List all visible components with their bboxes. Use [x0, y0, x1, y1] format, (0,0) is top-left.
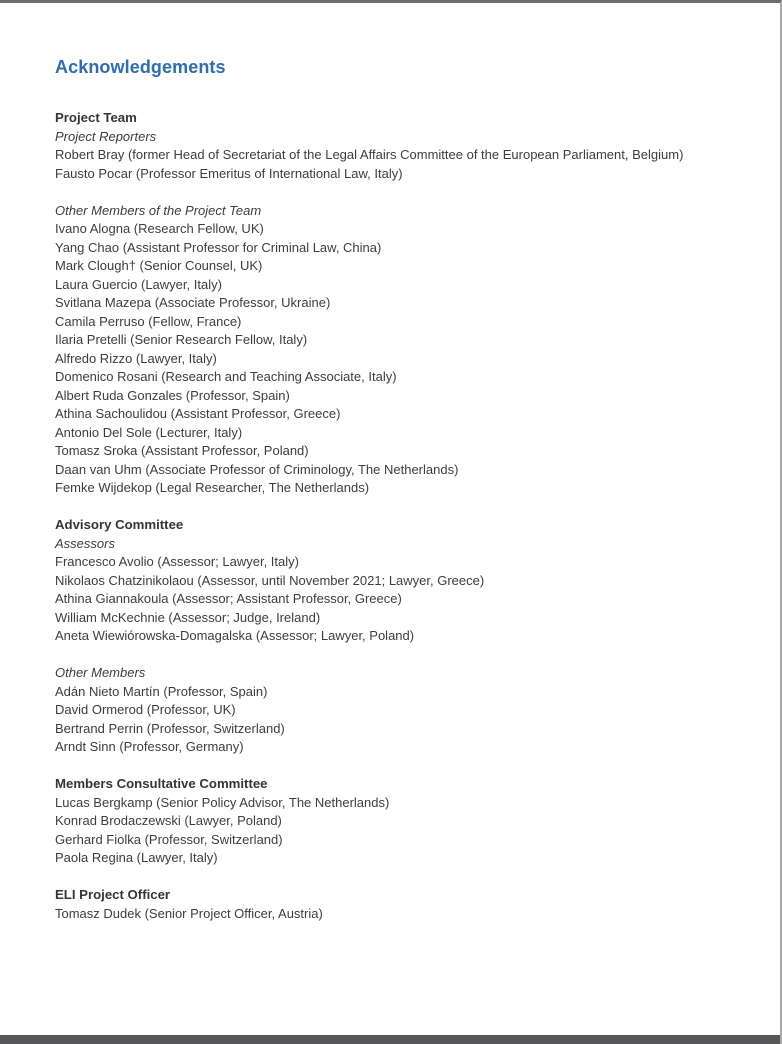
member-line: Ilaria Pretelli (Senior Research Fellow, Italy): [55, 332, 308, 347]
member-line: Tomasz Sroka (Assistant Professor, Poland): [55, 443, 309, 458]
member-line: Athina Giannakoula (Assessor; Assistant Professor, Greece): [55, 591, 402, 606]
acknowledgement-section: [55, 886, 740, 923]
member-line: Paola Regina (Lawyer, Italy): [55, 850, 218, 865]
acknowledgements-sections: [55, 109, 740, 923]
member-line: Mark Clough† (Senior Counsel, UK): [55, 258, 263, 273]
member-group: [55, 794, 740, 868]
member-line: Bertrand Perrin (Professor, Switzerland): [55, 720, 285, 736]
member-group: [55, 128, 740, 184]
member-line: Femke Wijdekop (Legal Researcher, The Netherlands): [55, 480, 370, 495]
member-group: [55, 664, 740, 757]
member-line: Arndt Sinn (Professor, Germany): [55, 739, 244, 754]
acknowledgement-section: [55, 109, 740, 498]
member-line: Robert Bray (former Head of Secretariat of the Legal Affairs Committee of the European Parliament, Belgium): [55, 147, 684, 162]
member-line: Yang Chao (Assistant Professor for Criminal Law, China): [55, 239, 382, 255]
acknowledgement-section: [55, 775, 740, 868]
member-line: David Ormerod (Professor, UK): [55, 702, 236, 717]
member-line: Francesco Avolio (Assessor; Lawyer, Italy): [55, 554, 299, 569]
member-line: Gerhard Fiolka (Professor, Switzerland): [55, 831, 283, 847]
member-line: Adán Nieto Martín (Professor, Spain): [55, 683, 268, 699]
member-line: Daan van Uhm (Associate Professor of Criminology, The Netherlands): [55, 461, 459, 477]
member-line: Tomasz Dudek (Senior Project Officer, Austria): [55, 905, 323, 921]
member-line: Laura Guercio (Lawyer, Italy): [55, 276, 222, 292]
section-heading: Members Consultative Committee: [55, 776, 268, 791]
group-subheading: Other Members of the Project Team: [55, 202, 262, 218]
member-line: Aneta Wiewiórowska-Domagalska (Assessor; Lawyer, Poland): [55, 628, 415, 643]
group-subheading: Other Members: [55, 665, 146, 680]
group-subheading: Project Reporters: [55, 128, 157, 144]
member-line: Camila Perruso (Fellow, France): [55, 313, 242, 329]
page-content: [55, 57, 740, 923]
member-group: [55, 905, 740, 924]
acknowledgement-section: [55, 516, 740, 757]
member-line: Ivano Alogna (Research Fellow, UK): [55, 221, 264, 236]
member-group: [55, 535, 740, 646]
member-group: [55, 202, 740, 498]
page-bottom-edge: [0, 1035, 780, 1044]
member-line: Svitlana Mazepa (Associate Professor, Ukraine): [55, 295, 331, 310]
member-line: Domenico Rosani (Research and Teaching Associate, Italy): [55, 369, 397, 384]
member-line: Albert Ruda Gonzales (Professor, Spain): [55, 387, 290, 403]
member-line: William McKechnie (Assessor; Judge, Ireland): [55, 609, 321, 625]
section-heading: ELI Project Officer: [55, 887, 171, 902]
member-line: Lucas Bergkamp (Senior Policy Advisor, The Netherlands): [55, 794, 390, 810]
member-line: Athina Sachoulidou (Assistant Professor, Greece): [55, 406, 341, 421]
member-line: Konrad Brodaczewski (Lawyer, Poland): [55, 813, 282, 828]
member-line: Fausto Pocar (Professor Emeritus of International Law, Italy): [55, 165, 403, 181]
group-subheading: Assessors: [55, 535, 115, 551]
member-line: Antonio Del Sole (Lecturer, Italy): [55, 424, 243, 440]
section-heading: Advisory Committee: [55, 517, 184, 532]
page-title: Acknowledgements: [55, 57, 226, 77]
section-heading: Project Team: [55, 110, 137, 125]
member-line: Alfredo Rizzo (Lawyer, Italy): [55, 350, 217, 366]
member-line: Nikolaos Chatzinikolaou (Assessor, until November 2021; Lawyer, Greece): [55, 572, 485, 588]
